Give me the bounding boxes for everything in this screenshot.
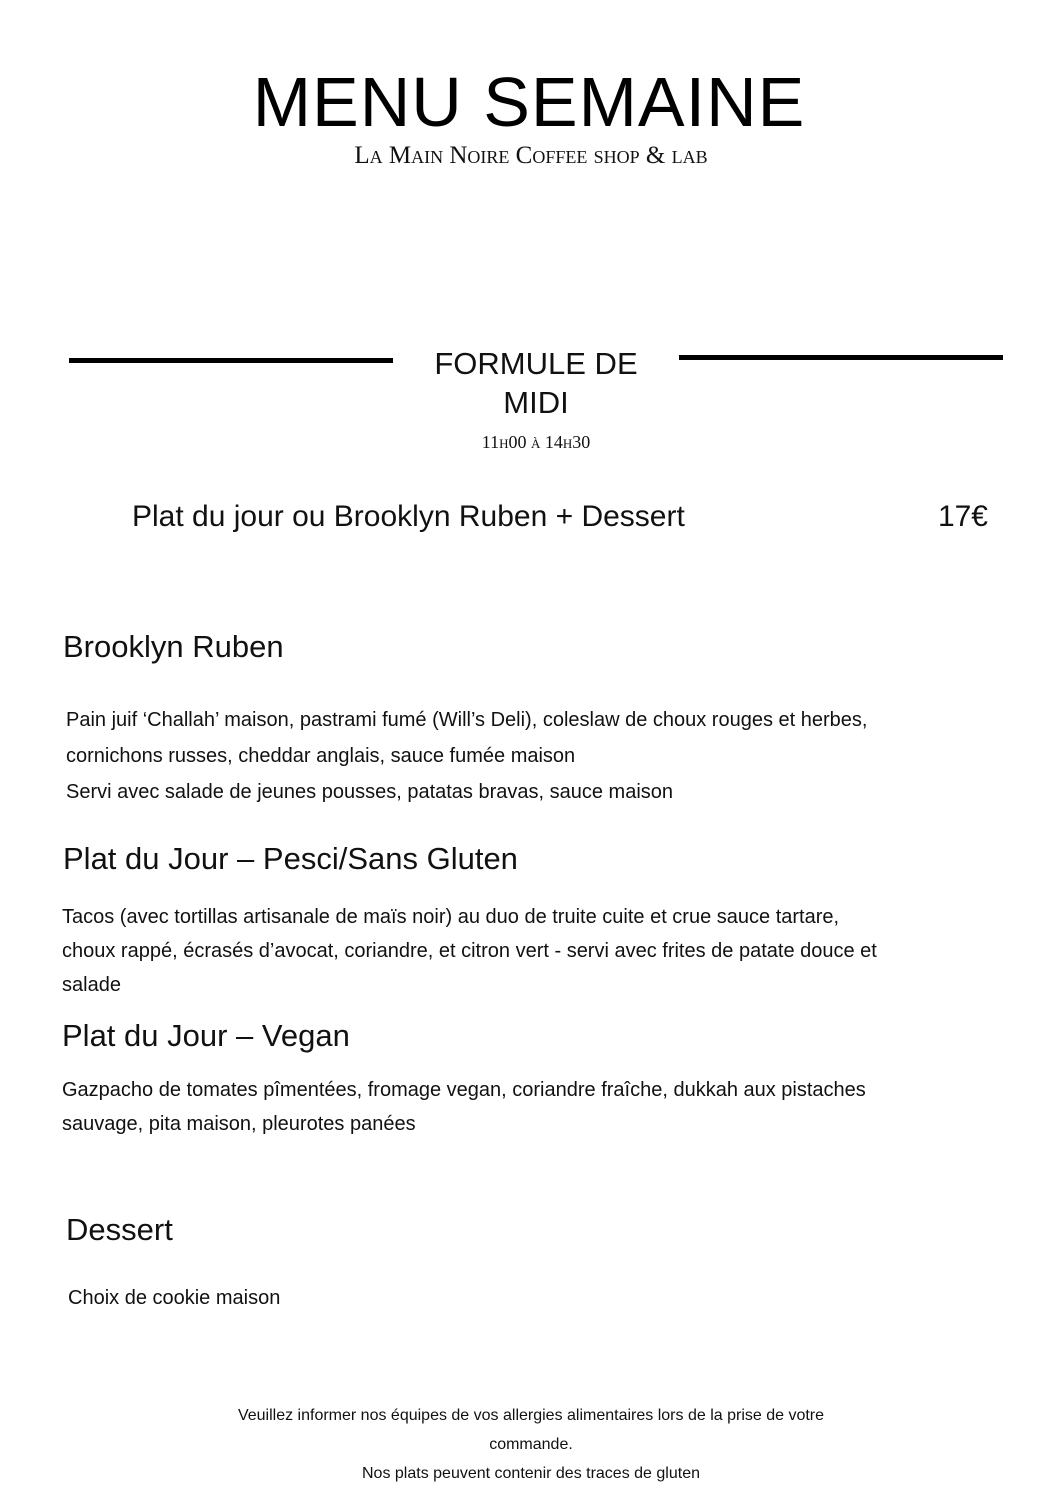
offer-description: Plat du jour ou Brooklyn Ruben + Dessert [132,500,685,533]
offer-price: 17€ [937,500,988,533]
section-description [62,900,877,1002]
divider-right [679,355,1003,360]
allergy-notice-line: commande. [489,1436,573,1453]
formule-hours: 11h00 à 14h30 [481,432,591,452]
section-heading: Plat du Jour – Pesci/Sans Gluten [63,841,518,876]
formule-title [393,344,679,422]
divider-left [69,358,393,363]
description-line: Tacos (avec tortillas artisanale de maïs noir) au duo de truite cuite et crue sauce tartare, [62,906,840,928]
section-heading: Dessert [66,1212,173,1247]
description-line: Gazpacho de tomates pîmentées, fromage vegan, coriandre fraîche, dukkah aux pistaches [62,1079,866,1101]
allergy-notice-line: Nos plats peuvent contenir des traces de gluten [362,1465,700,1482]
section-description [66,702,867,810]
description-line: Pain juif ‘Challah’ maison, pastrami fumé (Will’s Deli), coleslaw de choux rouges et herbes, [66,709,868,731]
description-line: sauvage, pita maison, pleurotes panées [62,1113,416,1135]
description-line: Servi avec salade de jeunes pousses, patatas bravas, sauce maison [66,781,674,803]
description-line: cornichons russes, cheddar anglais, sauce fumée maison [66,745,576,767]
page-subtitle: La Main Noire Coffee shop & lab [354,142,708,169]
section-description [68,1280,280,1316]
section-description [62,1073,866,1141]
description-line: choux rappé, écrasés d’avocat, coriandre, et citron vert - servi avec frites de patate douce et [62,940,877,962]
allergy-notice-line: Veuillez informer nos équipes de vos allergies alimentaires lors de la prise de votre [237,1407,825,1424]
section-heading: Plat du Jour – Vegan [62,1018,350,1053]
formule-title-line: MIDI [503,385,569,420]
formule-title-line: FORMULE DE [434,346,638,381]
description-line: salade [62,974,121,996]
page-title: MENU SEMAINE [252,63,806,141]
section-heading: Brooklyn Ruben [63,629,284,664]
description-line: Choix de cookie maison [68,1287,281,1309]
allergy-notice [0,1401,1058,1488]
